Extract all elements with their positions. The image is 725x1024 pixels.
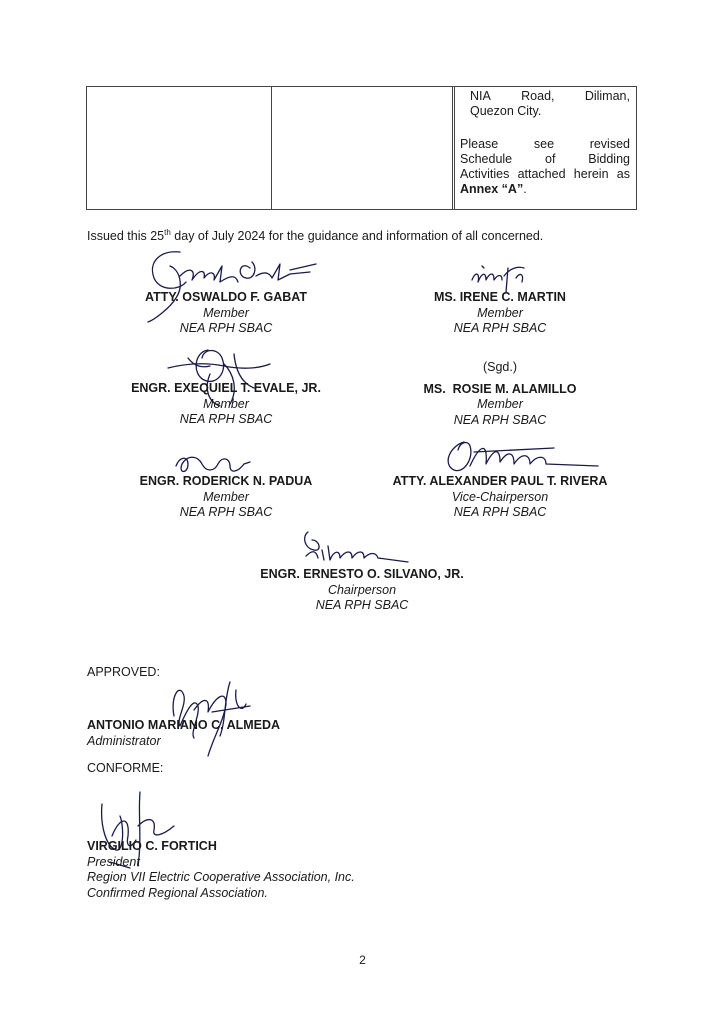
address-line-2: Quezon City.: [470, 104, 542, 118]
signatory-martin: MS. IRENE C. MARTIN Member NEA RPH SBAC: [434, 290, 566, 335]
conforme-label: CONFORME:: [87, 761, 164, 775]
signatory-gabat: ATTY. OSWALDO F. GABAT Member NEA RPH SBAC: [144, 290, 308, 335]
signed-note: (Sgd.): [482, 360, 518, 374]
signatory-silvano: ENGR. ERNESTO O. SILVANO, JR. Chairperson NEA RPH SBAC: [260, 567, 464, 612]
approver-block: ANTONIO MARIANO C. ALMEDA Administrator: [87, 718, 281, 748]
conforme-block: VIRGILIO C. FORTICH President Region VII Electric Cooperative Association, Inc. Confirmed Regional Association.: [87, 839, 355, 900]
signature-silvano-icon: [298, 526, 418, 570]
signatory-evale: ENGR. EXEQUIEL T. EVALE, JR. Member NEA RPH SBAC: [131, 381, 321, 426]
issued-statement: Issued this 25th day of July 2024 for the guidance and information of all concerned.: [87, 228, 544, 244]
signatory-rivera: ATTY. ALEXANDER PAUL T. RIVERA Vice-Chairperson NEA RPH SBAC: [392, 474, 608, 519]
approved-label: APPROVED:: [87, 665, 160, 679]
signatory-padua: ENGR. RODERICK N. PADUA Member NEA RPH SBAC: [139, 474, 313, 519]
address-line-1: NIA Road, Diliman,: [470, 89, 630, 103]
table-cell-remarks: [455, 87, 636, 209]
revised-schedule-note: Please see revised Schedule of Bidding Activities attached herein as Annex “A”.: [460, 137, 630, 196]
signatory-alamillo: (Sgd.) MS. ROSIE M. ALAMILLO Member NEA RPH SBAC: [370, 360, 630, 428]
schedule-table: [86, 86, 637, 210]
table-cell-empty-1: [87, 87, 272, 209]
page-number: 2: [359, 953, 366, 967]
annex-reference: Annex “A”: [460, 182, 524, 196]
table-cell-empty-2: [272, 87, 455, 209]
